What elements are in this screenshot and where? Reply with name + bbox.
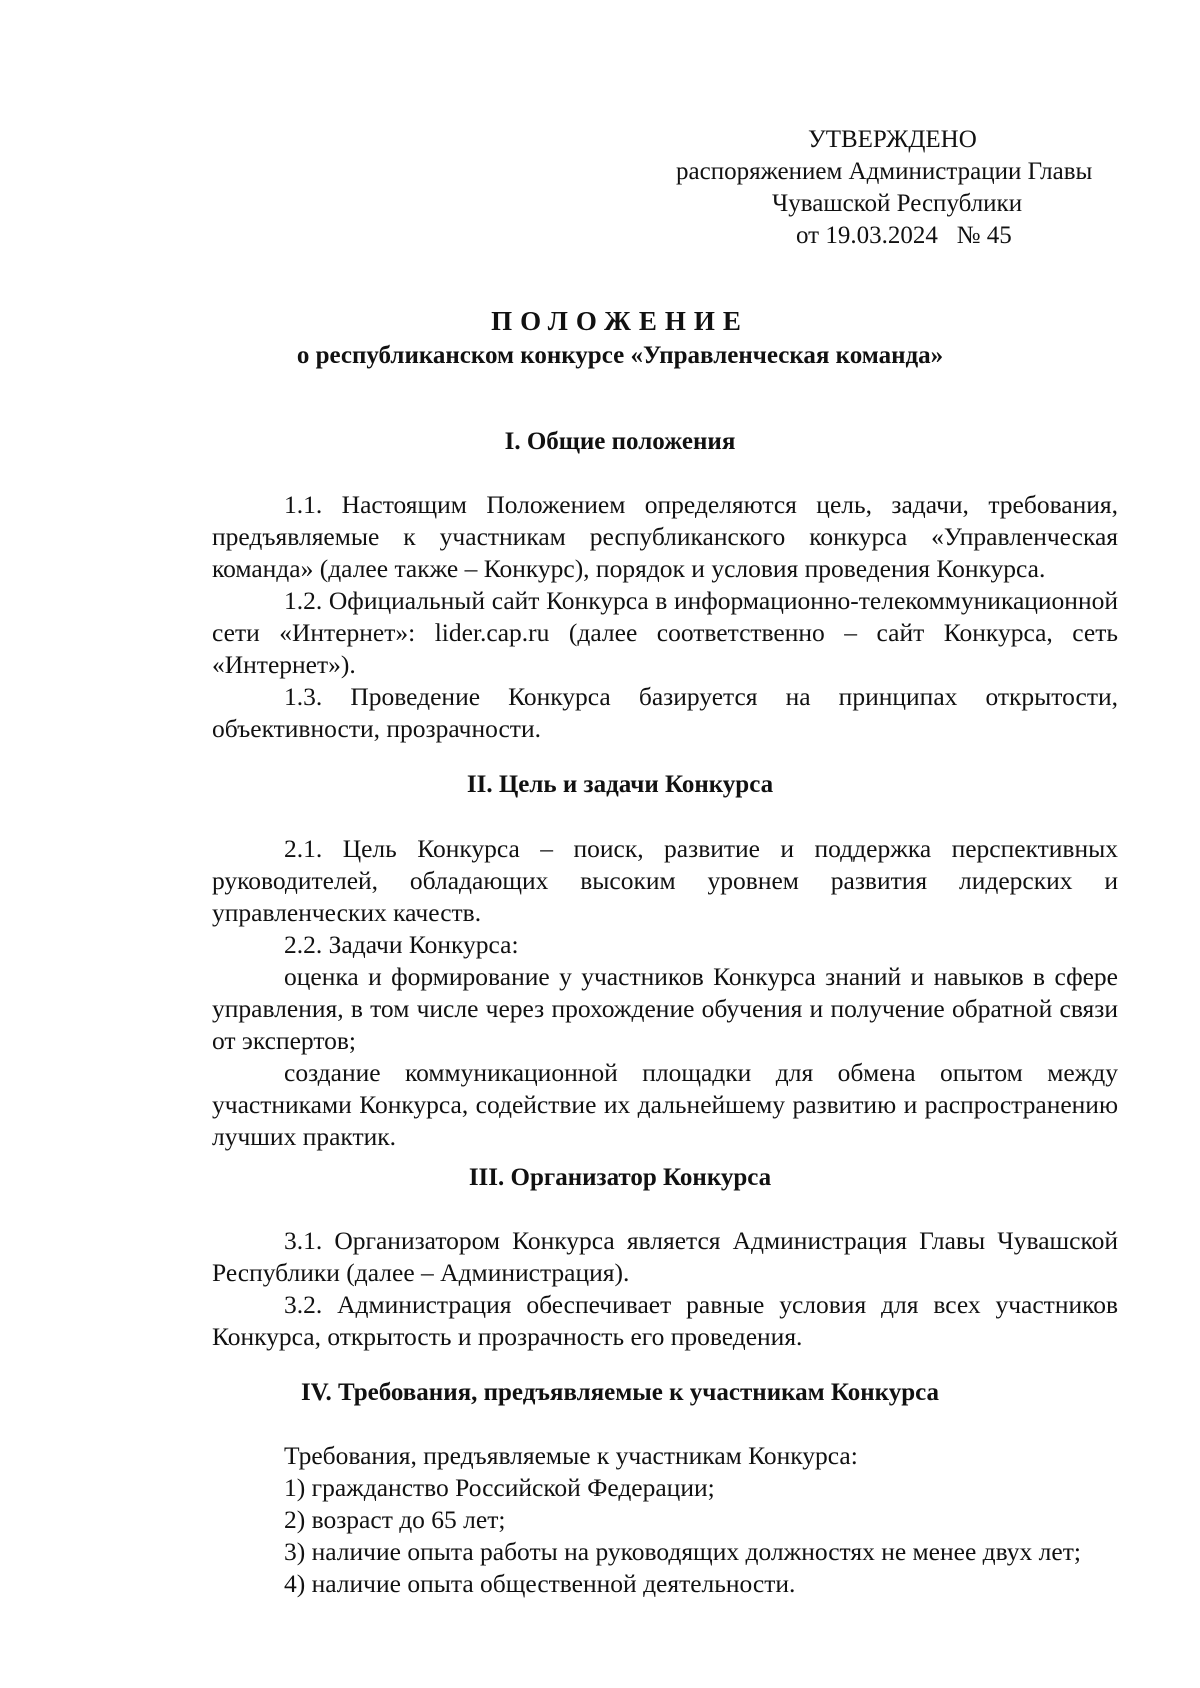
section-2-heading: II. Цель и задачи Конкурса (466, 771, 774, 798)
requirement-item-1: 1) гражданство Российской Федерации; (284, 1473, 715, 1502)
document-title: ПОЛОЖЕНИЕ (491, 306, 749, 336)
paragraph-2-1: 2.1. Цель Конкурса – поиск, развитие и поддержка перспективных руководителей, обладающих высоким уровнем развития лидерских и управленческих качеств. (212, 834, 1118, 927)
paragraph-3-2: 3.2. Администрация обеспечивает равные условия для всех участников Конкурса, открытость и прозрачность его проведения. (212, 1290, 1118, 1351)
document-subtitle: о республиканском конкурсе «Управленческая команда» (296, 342, 944, 369)
paragraph-1-1: 1.1. Настоящим Положением определяются цель, задачи, требования, предъявляемые к участникам республиканского конкурса «Управленческая команда» (далее также – Конкурс), порядок и условия проведения Конкурса. (212, 490, 1118, 583)
approval-region: Чувашской Республики (772, 190, 1023, 217)
section-4-heading: IV. Требования, предъявляемые к участникам Конкурса (300, 1379, 940, 1406)
paragraph-1-2: 1.2. Официальный сайт Конкурса в информационно-телекоммуникационной сети «Интернет»: lider.cap.ru (далее соответственно – сайт Конкурса, сеть «Интернет»). (212, 586, 1118, 679)
approval-title: УТВЕРЖДЕНО (808, 126, 977, 153)
approval-date-number: от 19.03.2024 № 45 (796, 222, 1012, 249)
requirements-intro: Требования, предъявляемые к участникам Конкурса: (284, 1441, 858, 1470)
paragraph-2-task-2: создание коммуникационной площадки для обмена опытом между участниками Конкурса, содействие их дальнейшему развитию и распространению лучших практик. (212, 1058, 1118, 1151)
paragraph-1-3: 1.3. Проведение Конкурса базируется на принципах открытости, объективности, прозрачности. (212, 682, 1118, 743)
approval-issuer: распоряжением Администрации Главы (676, 158, 1093, 185)
approval-stamp (660, 124, 1120, 252)
section-1-heading: I. Общие положения (504, 428, 736, 455)
paragraph-3-1: 3.1. Организатором Конкурса является Администрация Главы Чувашской Республики (далее – Администрация). (212, 1226, 1118, 1287)
requirement-item-2: 2) возраст до 65 лет; (284, 1505, 506, 1534)
requirement-item-3: 3) наличие опыта работы на руководящих должностях не менее двух лет; (284, 1537, 1081, 1566)
requirement-item-4: 4) наличие опыта общественной деятельности. (284, 1569, 796, 1598)
paragraph-2-2: 2.2. Задачи Конкурса: (284, 930, 519, 959)
section-3-heading: III. Организатор Конкурса (468, 1164, 772, 1191)
paragraph-2-task-1: оценка и формирование у участников Конкурса знаний и навыков в сфере управления, в том числе через прохождение обучения и получение обратной связи от экспертов; (212, 962, 1118, 1055)
